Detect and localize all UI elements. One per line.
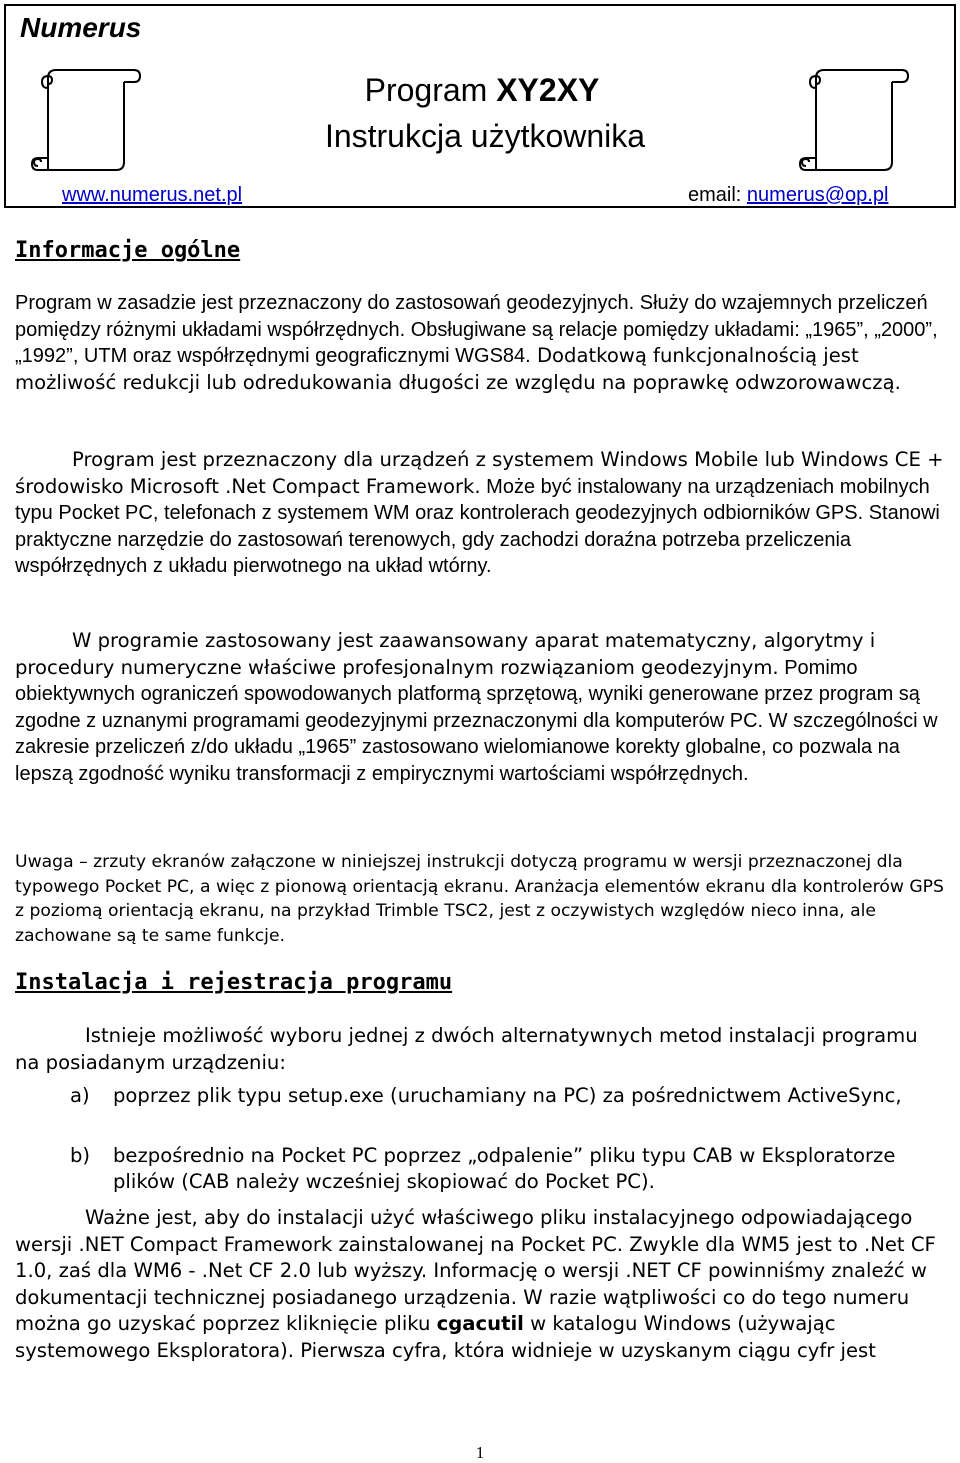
paragraph-install-intro: Istnieje możliwość wyboru jednej z dwóch alternatywnych metod instalacji programu na posiadanym urządzeniu: [15,1024,918,1074]
brand-name: Numerus [20,12,142,43]
section-heading-install: Instalacja i rejestracja programu [15,970,453,995]
section-heading-general: Informacje ogólne [15,238,241,263]
paragraph-intro: Program w zasadzie jest przeznaczony do zastosowań geodezyjnych. Służy do wzajemnych przeliczeń pomiędzy różnymi układami współrzędnych. Obsługiwane są relacje pomiędzy układami: „1965”, „2000”, „1992”, UTM oraz współrzędnymi geograficznymi WGS84. Dodatkową funkcjonalnością jest możliwość redukcji lub odredukowania długości ze względu na poprawkę odwzorowawczą. [15,292,938,394]
paragraph-version: Ważne jest, aby do instalacji użyć właściwego pliku instalacyjnego odpowiadającego wersji .NET Compact Framework zainstalowanej na Pocket PC. Zwykle dla WM5 jest to .Net CF 1.0, zaś dla WM6 - .Net CF 2.0 lub wyższy. Informację o wersji .NET CF powinniśmy znaleźć w dokumentacji technicznej posiadanego urządzenia. W razie wątpliwości co do tego numeru można go uzyskać poprzez kliknięcie pliku cgacutil w katalogu Windows (używając systemowego Eksploratora). Pierwsza cyfra, która widnieje w uzyskanym ciągu cyfr jest [15,1206,936,1362]
doc-title: Program XY2XY [364,72,600,108]
doc-subtitle: Instrukcja użytkownika [324,118,646,154]
email-line: email: numerus@op.pl [688,184,889,206]
paragraph-math: W programie zastosowany jest zaawansowany aparat matematyczny, algorytmy i procedury numeryczne właściwe profesjonalnym rozwiązaniom geodezyjnym. Pomimo obiektywnych ograniczeń spowodowanych platformą sprzętową, wyniki generowane przez program są zgodne z uznanymi programami geodezyjnymi przeznaczonymi dla komputerów PC. W szczególności w zakresie przeliczeń z/do układu „1965” zastosowano wielomianowe korekty globalne, co pozwala na lepszą zgodność wyniku transformacji z empirycznymi wartościami współrzędnych. [15,629,938,785]
website-link[interactable]: www.numerus.net.pl [62,184,243,206]
paragraph-platform: Program jest przeznaczony dla urządzeń z systemem Windows Mobile lub Windows CE + środowisko Microsoft .Net Compact Framework. Może być instalowany na urządzeniach mobilnych typu Pocket PC, telefonach z systemem WM oraz kontrolerach geodezyjnych odbiorników GPS. Stanowi praktyczne narzędzie do zastosowań terenowych, gdy zachodzi doraźna potrzeba przeliczenia współrzędnych z układu pierwotnego na układ wtórny. [15,448,944,577]
paragraph-note: Uwaga – zrzuty ekranów załączone w niniejszej instrukcji dotyczą programu w wersji przeznaczonej dla typowego Pocket PC, a więc z pionową orientacją ekranu. Aranżacja elementów ekranu dla kontrolerów GPS z poziomą orientacją ekranu, na przykład Trimble TSC2, jest z oczywistych względów nieco inna, ale zachowane są te same funkcje. [15,852,944,946]
filename-cgacutil: cgacutil [436,1312,524,1335]
page-number: 1 [475,1443,485,1462]
header-box [4,4,956,208]
email-link[interactable]: numerus@op.pl [746,184,889,206]
